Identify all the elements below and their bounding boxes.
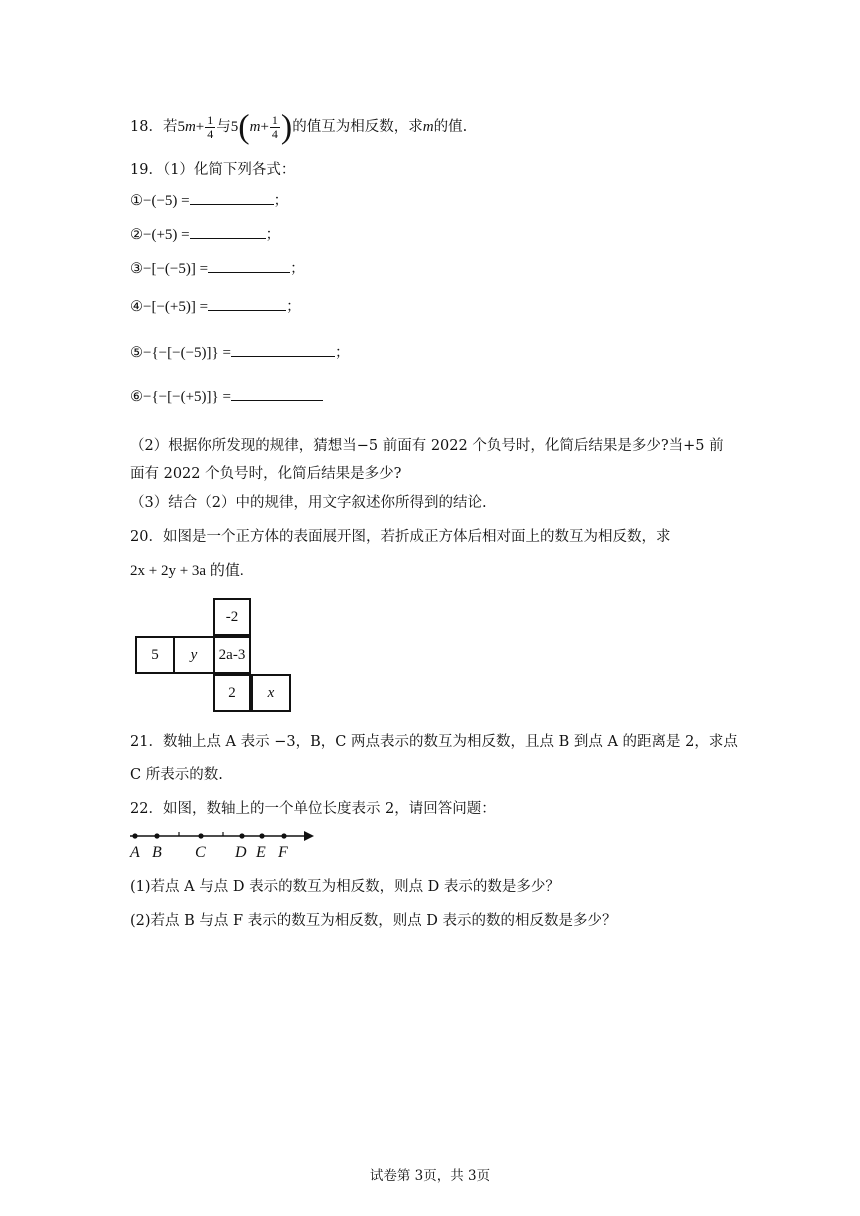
q18-expr2: 5(m+ $\frac{1}{4}$ ) <box>230 108 293 146</box>
q19-item-4: ④−[−(+5)] = ； <box>130 296 301 318</box>
answer-blank[interactable] <box>190 224 266 239</box>
answer-blank[interactable] <box>208 296 286 311</box>
q20-line2: 2x + 2y + 3a 的值. <box>130 563 244 579</box>
point-d <box>239 833 244 838</box>
page-footer: 试卷第 3页，共 3页 <box>369 1168 491 1184</box>
label-f: F <box>278 844 288 861</box>
q18-text-4: 的值. <box>433 119 468 135</box>
q19-part2-line2: 面有 2022 个负号时，化简后结果是多少? <box>130 466 402 482</box>
number-line-figure <box>128 822 318 862</box>
answer-blank[interactable] <box>231 386 323 401</box>
q18-text-3: 的值互为相反数，求 <box>292 119 423 135</box>
q19-item-2: ②−(+5) = ； <box>130 224 280 246</box>
q22-line1: 22．如图，数轴上的一个单位长度表示 2，请回答问题： <box>130 801 496 817</box>
q18-expr1: 5m+ $\frac{1}{4}$ <box>177 113 214 142</box>
q19-part3: （3）结合（2）中的规律，用文字叙述你所得到的结论. <box>130 495 487 511</box>
q19-part2-line1: （2）根据你所发现的规律，猜想当−5 前面有 2022 个负号时，化简后结果是多少?当+5 前 <box>130 438 724 454</box>
q21-line1: 21．数轴上点 A 表示 −3，B，C 两点表示的数互为相反数，且点 B 到点 A 的距离是 2，求点 <box>130 734 738 750</box>
q18-var: m <box>422 119 434 135</box>
q19-item-5: ⑤−{−[−(−5)]} = ； <box>130 342 349 364</box>
q19-item-1: ①−(−5) = ； <box>130 190 288 212</box>
q19-item-3: ③−[−(−5)] = ； <box>130 258 305 280</box>
q19-title: 19．（1）化简下列各式： <box>130 162 296 178</box>
q21-line2: C 所表示的数. <box>130 767 223 783</box>
label-c: C <box>195 844 206 861</box>
point-f <box>281 833 286 838</box>
q22-sub2: (2)若点 B 与点 F 表示的数互为相反数，则点 D 表示的数的相反数是多少？ <box>130 913 617 929</box>
question-18 <box>130 110 467 144</box>
point-e <box>259 833 264 838</box>
q19-item-6: ⑥−{−[−(+5)]} = <box>130 386 323 408</box>
answer-blank[interactable] <box>231 342 335 357</box>
q20-line1: 20．如图是一个正方体的表面展开图，若折成正方体后相对面上的数互为相反数，求 <box>130 529 671 545</box>
point-c <box>198 833 203 838</box>
answer-blank[interactable] <box>208 258 290 273</box>
net-cell-center: 2a-3 <box>213 636 251 674</box>
q18-text-1: 若 <box>162 119 178 135</box>
label-e: E <box>256 844 266 861</box>
number-line-arrow <box>304 831 314 841</box>
q22-sub1: (1)若点 A 与点 D 表示的数互为相反数，则点 D 表示的数是多少？ <box>130 879 560 895</box>
net-cell-right: x <box>251 674 291 712</box>
point-b <box>154 833 159 838</box>
point-a <box>132 833 137 838</box>
q18-number: 18． <box>130 119 163 135</box>
net-cell-top: -2 <box>213 598 251 636</box>
net-cell-left2: y <box>173 636 215 674</box>
answer-blank[interactable] <box>190 190 274 205</box>
net-cell-left1: 5 <box>135 636 175 674</box>
q18-text-2: 与 <box>216 119 231 135</box>
label-a: A <box>130 844 140 861</box>
net-cell-bottom: 2 <box>213 674 251 712</box>
label-d: D <box>235 844 247 861</box>
label-b: B <box>152 844 162 861</box>
